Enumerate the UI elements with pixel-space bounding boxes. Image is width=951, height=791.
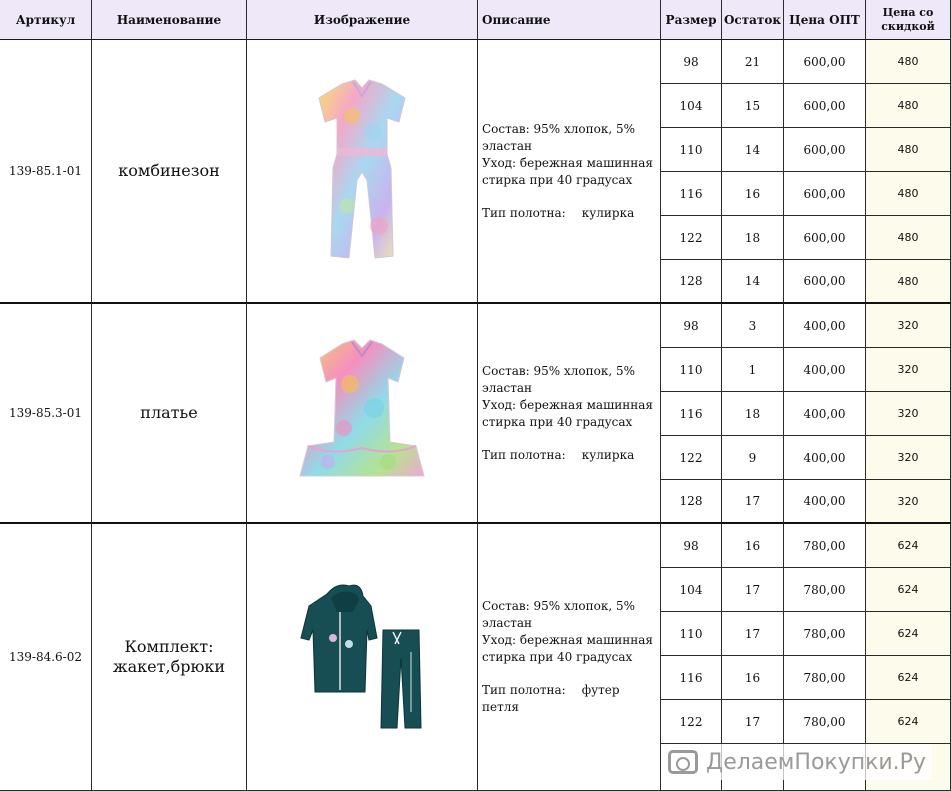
stock-cell: 18	[722, 392, 784, 436]
discount-cell: 624	[866, 524, 951, 568]
discount-cell: 320	[866, 480, 951, 524]
size-cell: 116	[661, 172, 722, 216]
stock-cell: 17	[722, 700, 784, 744]
discount-cell: 320	[866, 348, 951, 392]
dress-icon	[292, 338, 432, 488]
care-text: Уход: бережная машинная стирка при 40 градусах	[482, 633, 653, 664]
stock-cell: 1	[722, 348, 784, 392]
product-description	[478, 40, 661, 304]
stock-cell: 18	[722, 216, 784, 260]
price-cell: 600,00	[784, 172, 866, 216]
stock-cell: 9	[722, 436, 784, 480]
discount-cell: 624	[866, 612, 951, 656]
site-watermark	[668, 744, 932, 780]
product-image	[247, 304, 478, 524]
header-discount-price: Цена со скидкой	[866, 0, 951, 40]
composition-text: Состав: 95% хлопок, 5% эластан	[482, 363, 636, 395]
header-name: Наименование	[92, 0, 247, 40]
product-name: Комплект: жакет,брюки	[92, 524, 247, 791]
stock-cell: 21	[722, 40, 784, 84]
size-cell: 128	[661, 260, 722, 304]
stock-cell: 17	[722, 612, 784, 656]
jacket-pants-set-icon	[297, 582, 427, 732]
stock-cell: 14	[722, 260, 784, 304]
stock-cell: 16	[722, 656, 784, 700]
size-cell: 104	[661, 568, 722, 612]
size-cell: 110	[661, 348, 722, 392]
care-text: Уход: бережная машинная стирка при 40 градусах	[482, 397, 653, 429]
fabric-label: Тип полотна:	[482, 205, 566, 220]
price-cell: 400,00	[784, 480, 866, 524]
header-size: Размер	[661, 0, 722, 40]
price-cell: 400,00	[784, 436, 866, 480]
size-cell: 122	[661, 216, 722, 260]
header-image: Изображение	[247, 0, 478, 40]
price-cell: 600,00	[784, 40, 866, 84]
fabric-value: кулирка	[581, 447, 635, 462]
header-stock: Остаток	[722, 0, 784, 40]
header-price: Цена ОПТ	[784, 0, 866, 40]
price-cell: 780,00	[784, 656, 866, 700]
size-cell: 110	[661, 612, 722, 656]
price-cell: 780,00	[784, 700, 866, 744]
stock-cell: 16	[722, 524, 784, 568]
size-cell: 98	[661, 40, 722, 84]
price-cell: 600,00	[784, 216, 866, 260]
discount-cell: 624	[866, 700, 951, 744]
product-description	[478, 524, 661, 791]
price-cell: 780,00	[784, 524, 866, 568]
price-cell: 400,00	[784, 304, 866, 348]
stock-cell: 17	[722, 480, 784, 524]
discount-cell: 320	[866, 392, 951, 436]
product-description	[478, 304, 661, 524]
discount-cell: 480	[866, 216, 951, 260]
discount-cell: 320	[866, 304, 951, 348]
jumpsuit-icon	[307, 76, 417, 266]
price-cell: 600,00	[784, 128, 866, 172]
discount-cell: 480	[866, 128, 951, 172]
product-sku: 139-84.6-02	[0, 524, 92, 791]
stock-cell: 17	[722, 568, 784, 612]
size-cell: 104	[661, 84, 722, 128]
price-cell: 400,00	[784, 348, 866, 392]
price-cell: 780,00	[784, 612, 866, 656]
size-cell: 116	[661, 392, 722, 436]
discount-cell: 480	[866, 172, 951, 216]
camera-logo-icon	[668, 750, 698, 774]
product-name: платье	[92, 304, 247, 524]
product-image	[247, 524, 478, 791]
product-sku: 139-85.1-01	[0, 40, 92, 304]
stock-cell: 16	[722, 172, 784, 216]
size-cell: 116	[661, 656, 722, 700]
composition-text: Состав: 95% хлопок, 5% эластан	[482, 121, 636, 153]
stock-cell: 14	[722, 128, 784, 172]
size-cell: 98	[661, 524, 722, 568]
discount-cell: 624	[866, 656, 951, 700]
discount-cell: 480	[866, 84, 951, 128]
composition-text: Состав: 95% хлопок, 5% эластан	[482, 599, 636, 630]
discount-cell: 320	[866, 436, 951, 480]
price-cell: 400,00	[784, 392, 866, 436]
size-cell: 98	[661, 304, 722, 348]
price-cell: 780,00	[784, 568, 866, 612]
size-cell: 110	[661, 128, 722, 172]
fabric-value: футер петля	[482, 683, 620, 714]
discount-cell: 480	[866, 40, 951, 84]
size-cell: 122	[661, 436, 722, 480]
product-sku: 139-85.3-01	[0, 304, 92, 524]
product-image	[247, 40, 478, 304]
discount-cell: 480	[866, 260, 951, 304]
fabric-value: кулирка	[581, 205, 635, 220]
fabric-label: Тип полотна:	[482, 683, 566, 697]
price-cell: 600,00	[784, 84, 866, 128]
stock-cell: 15	[722, 84, 784, 128]
discount-cell: 624	[866, 568, 951, 612]
header-description: Описание	[478, 0, 661, 40]
care-text: Уход: бережная машинная стирка при 40 градусах	[482, 155, 653, 187]
price-cell: 600,00	[784, 260, 866, 304]
watermark-text: ДелаемПокупки.Ру	[706, 749, 926, 775]
stock-cell: 3	[722, 304, 784, 348]
product-name: комбинезон	[92, 40, 247, 304]
header-sku: Артикул	[0, 0, 92, 40]
size-cell: 128	[661, 480, 722, 524]
fabric-label: Тип полотна:	[482, 447, 566, 462]
size-cell: 122	[661, 700, 722, 744]
